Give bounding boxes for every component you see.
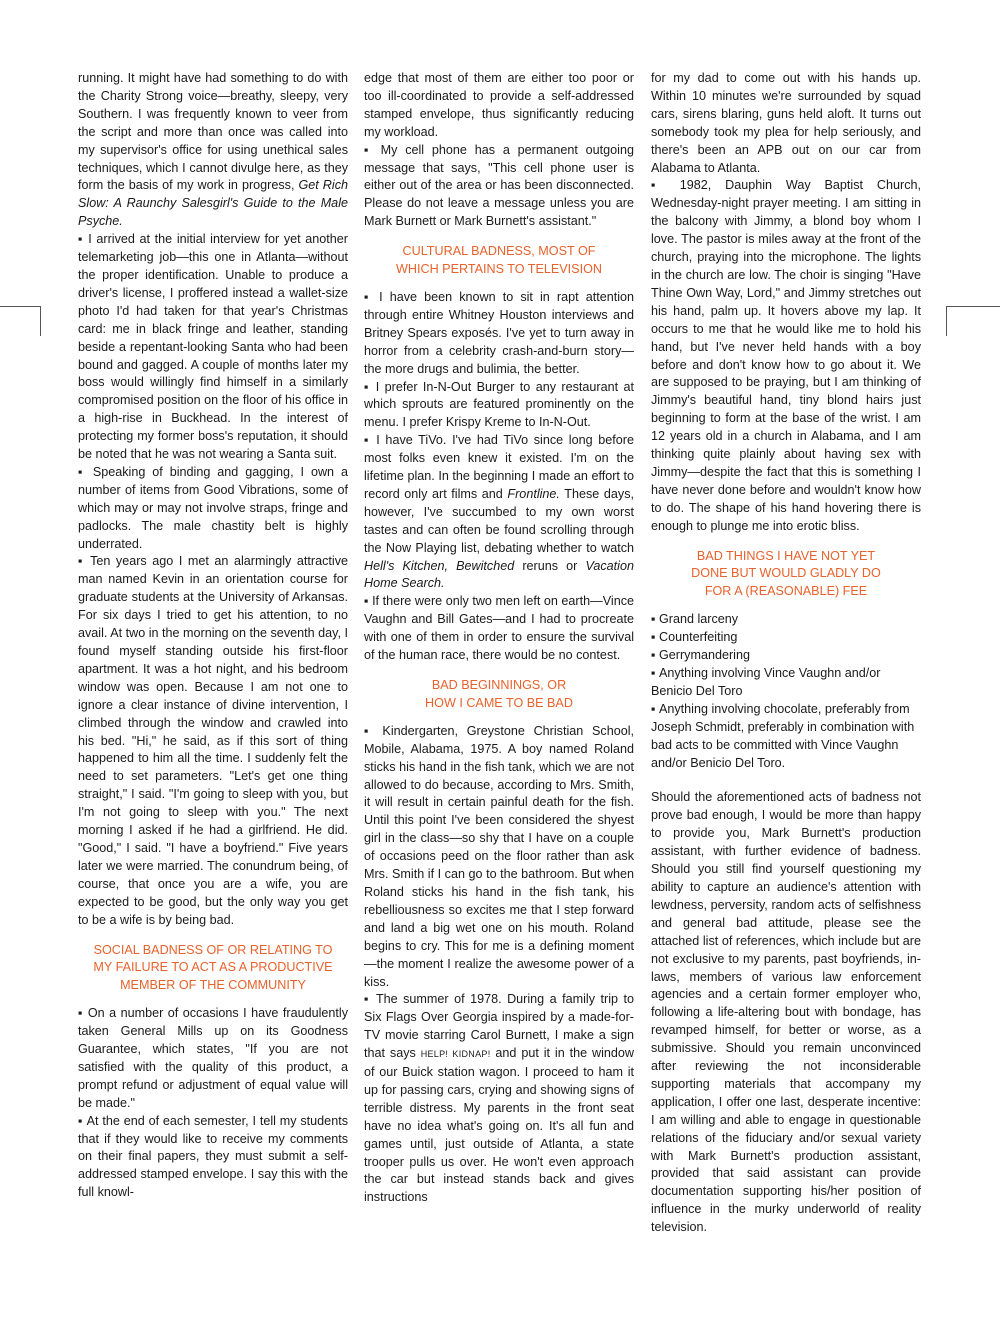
- bullet-paragraph: ▪ The summer of 1978. During a family trip to Six Flags Over Georgia inspired by a made-for-TV movie starring Carol Burnett, I make a sign that says HELP! KIDNAP! and put it in the window of our Buick station wagon. I proceed to ham it up for passing cars, crying and showing signs of terrible distress. My parents in the front seat have no idea what's going on. It's all fun and games until, just outside of Atlanta, a state trooper pulls us over. He won't even approach the car but instead stands back and gives instructions: [364, 991, 634, 1207]
- bullet-paragraph: ▪ My cell phone has a permanent outgoing message that says, "This cell phone user is either out of the area or has been disconnected. Please do not leave a message unless you are Mark Burnett or Mark Burnett's assistant.": [364, 142, 634, 232]
- list-item: ▪ Anything involving chocolate, preferably from Joseph Schmidt, preferably in combination with bad acts to be committed with Vince Vaughn and/or Benicio Del Toro.: [651, 701, 921, 773]
- article-column-2: [364, 70, 634, 1207]
- show-title: Vacation Home Search.: [364, 558, 634, 591]
- bullet-paragraph: ▪ I have TiVo. I've had TiVo since long before most folks even knew it existed. I'm on the lifetime plan. In the beginning I made an effort to record only art films and Frontline. These days, however, I've succumbed to my own worst tastes and can often be found scrolling through the Now Playing list, debating whether to watch Hell's Kitchen, Bewitched reruns or Vacation Home Search.: [364, 432, 634, 593]
- article-column-1: [78, 70, 348, 1202]
- left-tab-edge: [40, 306, 41, 336]
- list-item: ▪ Anything involving Vince Vaughn and/or Benicio Del Toro: [651, 665, 921, 701]
- show-title: Hell's Kitchen, Bewitched: [364, 558, 515, 573]
- list-item: ▪ Counterfeiting: [651, 629, 921, 647]
- section-heading: BAD BEGINNINGS, OR HOW I CAME TO BE BAD: [425, 678, 573, 710]
- bullet-paragraph: ▪ 1982, Dauphin Way Baptist Church, Wednesday-night prayer meeting. I am sitting in the balcony with Jimmy, a blond boy whom I love. The pastor is miles away at the front of the church, praying into the microphone. The lights in the church are low. The choir is singing "Have Thine Own Way, Lord," and Jimmy stretches out his hand, palm up. It hovers above my lap. It occurs to me that he would like me to hold his hand, but I've never held hands with a boy before and don't know how to go about it. We are supposed to be praying, but I am thinking of Jimmy's beautiful hand, tiny blond hairs just beginning to form at the base of the wrist. I am 12 years old in a church in Alabama, and I am thinking quite plainly about having sex with Jimmy—despite the fact that this is something I have never done before and wouldn't know how to do. The shape of his hand hovering there is enough to plunge me into erotic bliss.: [651, 177, 921, 535]
- paragraph: for my dad to come out with his hands up. Within 10 minutes we're surrounded by squad cars, sirens blaring, guns held aloft. It turns out somebody took my plea for help seriously, and there's been an APB out on our car from Alabama to Atlanta.: [651, 71, 921, 175]
- bullet-paragraph: ▪ On a number of occasions I have fraudulently taken General Mills up on its Goodness Guarantee, which states, "If you are not satisfied with the quality of this product, a prompt refund or adjustment of equal value will be made.": [78, 1005, 348, 1112]
- bullet-paragraph: ▪ Speaking of binding and gagging, I own a number of items from Good Vibrations, some of which may or may not involve straps, fringe and padlocks. The male chastity belt is highly underrated.: [78, 464, 348, 554]
- bullet-paragraph: ▪ I prefer In-N-Out Burger to any restaurant at which sprouts are featured prominently on the menu. I prefer Krispy Kreme to In-N-Out.: [364, 379, 634, 433]
- bullet-paragraph: ▪ If there were only two men left on earth—Vince Vaughn and Bill Gates—and I had to procreate with one of them in order to ensure the survival of the human race, there would be no contest.: [364, 593, 634, 665]
- paragraph: running. It might have had something to do with the Charity Strong voice—breathy, sleepy, very Southern. I was frequently known to veer from the script and more than once was called into my supervisor's office for using unethical sales techniques, which I cannot divulge here, as they form the basis of my work in progress, Get Rich Slow: A Raunchy Salesgirl's Guide to the Male Psyche.: [78, 71, 349, 229]
- show-title: Frontline.: [507, 486, 560, 501]
- right-tab-rule: [946, 306, 1000, 307]
- section-heading: SOCIAL BADNESS OF OR RELATING TO MY FAILURE TO ACT AS A PRODUCTIVE MEMBER OF THE COMMUNITY: [93, 942, 333, 993]
- bullet-paragraph: ▪ Kindergarten, Greystone Christian School, Mobile, Alabama, 1975. A boy named Roland sticks his hand in the fish tank, which we are not allowed to do because, according to Mrs. Smith, it will result in certain painful death for the fish. Until this point I've been considered the shyest girl in the class—so shy that I have on a couple of occasions peed on the floor rather than ask Mrs. Smith if I can go to the bathroom. But when Roland sticks his hand in the fish tank, his rebelliousness so excites me that I step forward and land a big wet one on his mouth. Roland begins to cry. This for me is a defining moment—the moment I realize the awesome power of a kiss.: [364, 723, 634, 992]
- bullet-paragraph: ▪ At the end of each semester, I tell my students that if they would like to receive my comments on their final papers, they must submit a self-addressed stamped envelope. I say this with the full knowl-: [78, 1113, 348, 1203]
- bullet-paragraph: ▪ I have been known to sit in rapt attention through entire Whitney Houston interviews and Britney Spears exposés. I've yet to turn away in horror from a celebrity crash-and-burn story—the more drugs and bulimia, the better.: [364, 289, 634, 379]
- list-item: ▪ Gerrymandering: [651, 647, 921, 665]
- book-title: Get Rich Slow: A Raunchy Salesgirl's Guide to the Male Psyche.: [78, 178, 349, 229]
- right-tab-edge: [946, 306, 947, 336]
- bullet-paragraph: ▪ I arrived at the initial interview for yet another telemarketing job—this one in Atlanta—without the proper identification. Unable to produce a driver's license, I proffered instead a wallet-size photo I'd had taken for that year's Christmas card: me in black fringe and leather, standing beside a repentant-looking Santa who had been bound and gagged. A couple of months later my boss would willingly find himself in a similarly compromised position on the floor of his office in a high-rise in Buckhead. In the interest of protecting my former boss's reputation, it should be noted that he was not wearing a Santa suit.: [78, 231, 348, 464]
- left-tab-rule: [0, 306, 40, 307]
- paragraph: edge that most of them are either too poor or too ill-coordinated to provide a self-addressed stamped envelope, thus significantly reducing my workload.: [364, 71, 634, 139]
- list-item: ▪ Grand larceny: [651, 611, 921, 629]
- section-heading: CULTURAL BADNESS, MOST OF WHICH PERTAINS TO TELEVISION: [396, 244, 602, 277]
- sign-text: HELP! KIDNAP!: [420, 1049, 491, 1060]
- paragraph: Should the aforementioned acts of badness not prove bad enough, I would be more than happy to provide you, Mark Burnett's production assistant, with further evidence of badness. Should you still find yourself questioning my ability to capture an audience's attention with lewdness, perversity, random acts of selfishness and general bad attitude, please see the attached list of references, which include but are not exclusive to my parents, past boyfriends, in-laws, members of various law enforcement agencies and a certain former employer who, following a life-altering bout with bondage, has revamped himself, for better or worse, as a submissive. Should you remain unconvinced after reviewing the not inconsiderable supporting materials that accompany my application, I offer one last, desperate incentive: I am willing and able to engage in questionable relations of the fiduciary and/or sexual variety with Mark Burnett's production assistant, provided that said assistant can provide documentation supporting his/her position of influence in the murky underworld of reality television.: [651, 790, 921, 1235]
- section-heading: BAD THINGS I HAVE NOT YET DONE BUT WOULD GLADLY DO FOR A (REASONABLE) FEE: [691, 548, 881, 599]
- article-column-3: [651, 70, 921, 1237]
- bullet-paragraph: ▪ Ten years ago I met an alarmingly attractive man named Kevin in an orientation course for graduate students at the University of Arkansas. For six days I tried to get his attention, to no avail. At two in the morning on the seventh day, I found myself standing outside his first-floor apartment. It was a hot night, and his bedroom window was open. Because I am not one to ignore a clear instance of divine intervention, I climbed through the window and crawled into his bed. "Hi," he said, as if this sort of thing happened to him all the time. I suddenly felt the need to set parameters. "Let's get one thing straight," I said. "I'm going to sleep with you, but I'm not going to sleep with you." The next morning I asked if he had a girlfriend. He did. "Good," I said. "I have a boyfriend." Five years later we were married. The conundrum being, of course, that once you are a wife, you are expected to be good, but the only way you get to be a wife is by being bad.: [78, 553, 348, 929]
